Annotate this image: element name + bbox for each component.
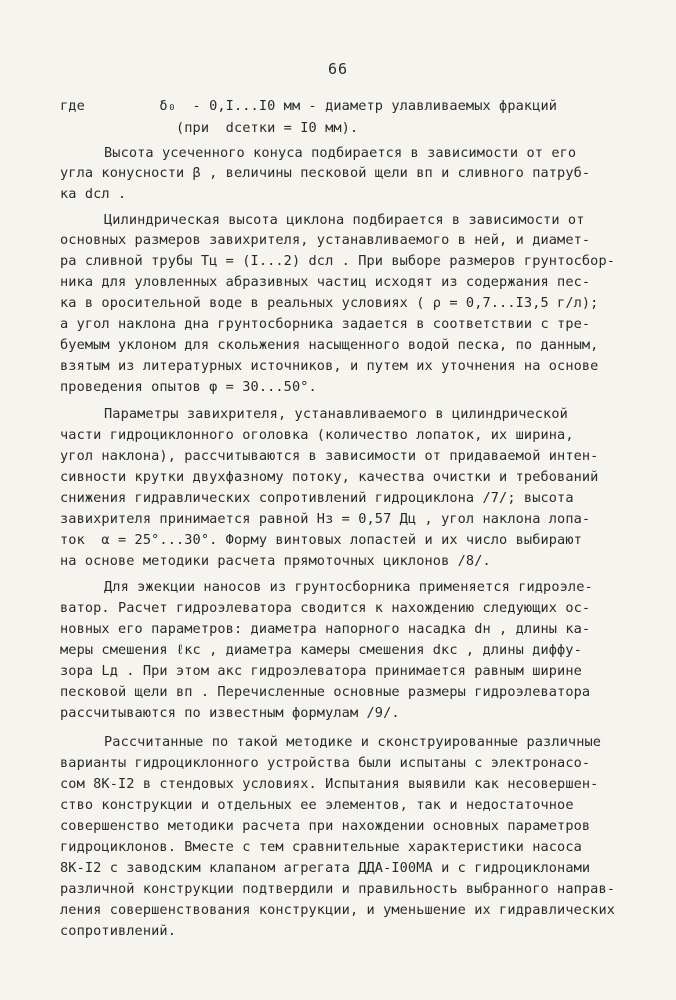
text-line: гидроциклонов. Вместе с тем сравнительные характеристики насоса	[60, 839, 582, 855]
text-line: песковой щели вп . Перечисленные основные размеры гидроэлеватора	[60, 684, 591, 700]
text-line: ления совершенствования конструкции, и уменьшение их гидравлических	[60, 902, 616, 918]
text-line: ток α = 25°...30°. Форму винтовых лопастей и их число выбирают	[60, 532, 582, 548]
text-line: новных его параметров: диаметра напорного насадка dн , длины ка-	[60, 621, 591, 637]
text-line: где δ₀ - 0,I...I0 мм - диаметр улавливаемых фракций	[60, 98, 558, 114]
text-line: завихрителя принимается равной Нз = 0,57 Дц , угол наклона лопа-	[60, 511, 591, 527]
text-line: основных размеров завихрителя, устанавливаемого в ней, и диамет-	[60, 232, 591, 248]
text-line: Рассчитанные по такой методике и сконструированные различные	[104, 734, 602, 750]
text-line: меры смешения ℓкс , диаметра камеры смешения dкс , длины диффу-	[60, 642, 582, 658]
text-line: сом 8К-I2 в стендовых условиях. Испытания выявили как несовершен-	[60, 776, 599, 792]
text-line: Параметры завихрителя, устанавливаемого в цилиндрической	[104, 406, 568, 422]
text-line: проведения опытов φ = 30...50°.	[60, 379, 317, 395]
text-line: на основе методики расчета прямоточных циклонов /8/.	[60, 553, 491, 569]
text-line: Цилиндрическая высота циклона подбирается в зависимости от	[104, 212, 585, 228]
text-line: ра сливной трубы Тц = (I...2) dсл . При выборе размеров грунтосбор-	[60, 253, 616, 269]
text-line: рассчитываются по известным формулам /9/.	[60, 705, 400, 721]
page-number: 66	[327, 60, 349, 78]
text-line: угол наклона), рассчитываются в зависимости от придаваемой интен-	[60, 448, 599, 464]
text-line: ство конструкции и отдельных ее элементов, так и недостаточное	[60, 797, 574, 813]
text-line: буемым уклоном для скольжения насыщенного водой песка, по данным,	[60, 337, 599, 353]
text-line: снижения гидравлических сопротивлений гидроциклона /7/; высота	[60, 490, 574, 506]
text-line: Высота усеченного конуса подбирается в зависимости от его	[104, 145, 577, 161]
text-line: различной конструкции подтвердили и правильность выбранного направ-	[60, 881, 616, 897]
text-line: угла конусности β , величины песковой щели вп и сливного патруб-	[60, 165, 591, 181]
text-line: Для эжекции наносов из грунтосборника применяется гидроэле-	[104, 579, 593, 595]
text-line: ника для уловленных абразивных частиц исходят из содержания пес-	[60, 274, 591, 290]
text-line: части гидроциклонного оголовка (количество лопаток, их ширина,	[60, 427, 574, 443]
text-line: сопротивлений.	[60, 923, 176, 939]
text-line: зора Lд . При этом aкс гидроэлеватора принимается равным ширине	[60, 663, 582, 679]
text-line: (при dсетки = I0 мм).	[60, 120, 359, 136]
text-line: ка dсл .	[60, 186, 127, 202]
text-line: сивности крутки двухфазному потоку, качества очистки и требований	[60, 469, 599, 485]
text-line: 8К-I2 с заводским клапаном агрегата ДДА-I00МА и с гидроциклонами	[60, 860, 591, 876]
text-line: а угол наклона дна грунтосборника задается в соответствии с тре-	[60, 316, 591, 332]
text-line: совершенство методики расчета при нахождении основных параметров	[60, 818, 591, 834]
text-line: взятым из литературных источников, и путем их уточнения на основе	[60, 358, 599, 374]
text-line: ватор. Расчет гидроэлеватора сводится к нахождению следующих ос-	[60, 600, 591, 616]
text-line: варианты гидроциклонного устройства были испытаны с электронасо-	[60, 755, 591, 771]
text-line: ка в оросительной воде в реальных условиях ( ρ = 0,7...I3,5 г/л);	[60, 295, 599, 311]
